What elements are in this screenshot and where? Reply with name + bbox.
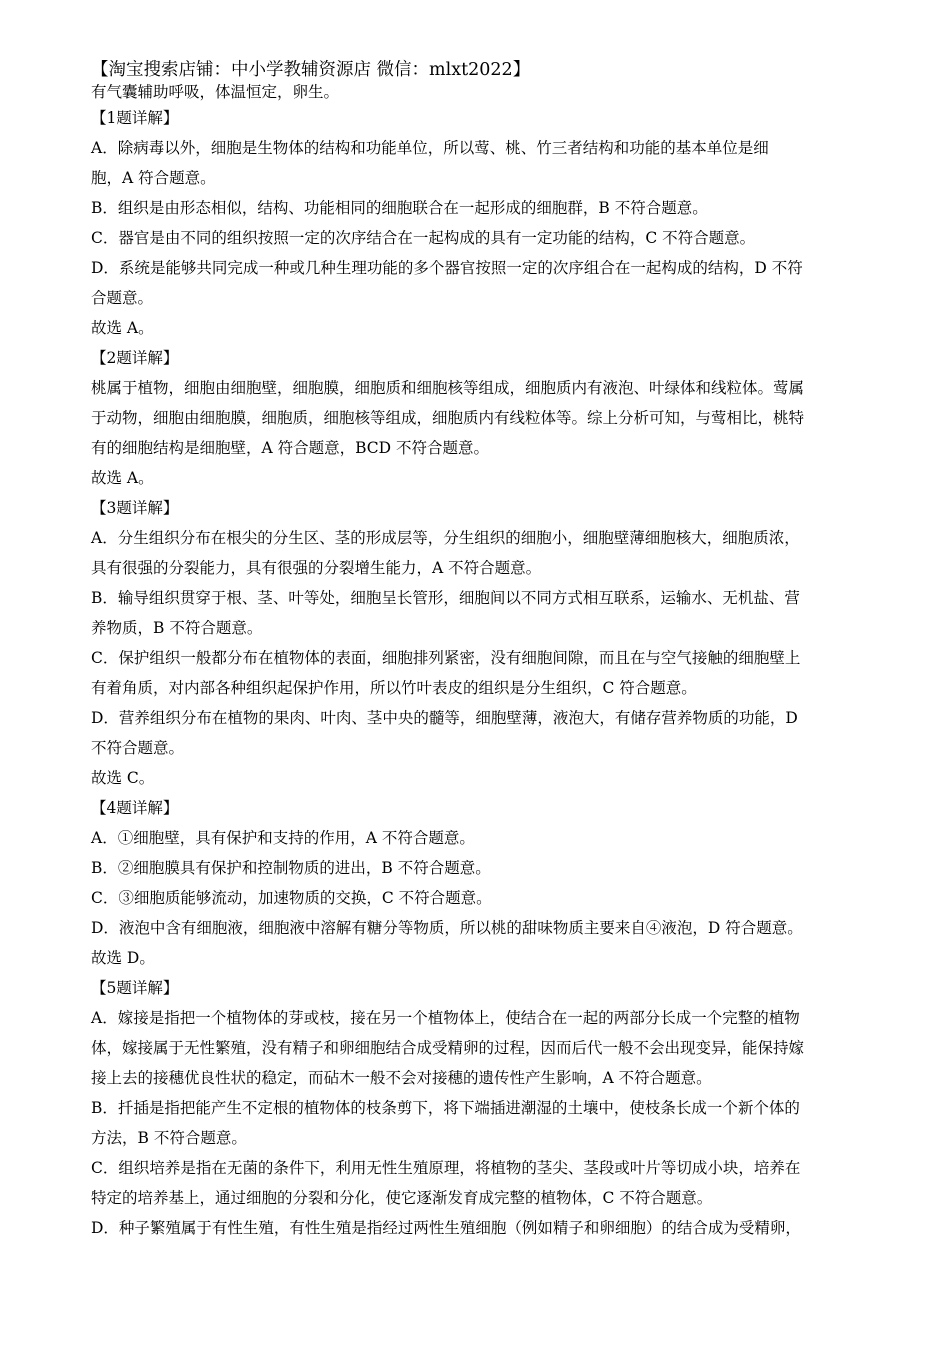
text-line: 故选 A。 <box>91 319 154 337</box>
text-line: 于动物，细胞由细胞膜，细胞质，细胞核等组成，细胞质内有线粒体等。综上分析可知，与莺相比，桃特 <box>91 409 805 427</box>
text-line: D．种子繁殖属于有性生殖，有性生殖是指经过两性生殖细胞（例如精子和卵细胞）的结合成为受精卵， <box>91 1219 801 1237</box>
text-line: C．保护组织一般都分布在植物体的表面，细胞排列紧密，没有细胞间隙，而且在与空气接触的细胞壁上 <box>91 649 801 667</box>
text-line: 故选 D。 <box>91 949 155 967</box>
text-line: 特定的培养基上，通过细胞的分裂和分化，使它逐渐发育成完整的植物体，C 不符合题意。 <box>91 1189 713 1207</box>
text-line: 有气囊辅助呼吸，体温恒定，卵生。 <box>91 83 340 101</box>
text-line: 【5题详解】 <box>91 979 179 997</box>
text-line: B．②细胞膜具有保护和控制物质的进出，B 不符合题意。 <box>91 859 491 877</box>
text-line: 故选 C。 <box>91 769 155 787</box>
text-line: 养物质，B 不符合题意。 <box>91 619 263 637</box>
text-line: 故选 A。 <box>91 469 154 487</box>
text-line: A．嫁接是指把一个植物体的芽或枝，接在另一个植物体上，使结合在一起的两部分长成一个完整的植物 <box>91 1009 800 1027</box>
text-line: 体，嫁接属于无性繁殖，没有精子和卵细胞结合成受精卵的过程，因而后代一般不会出现变异，能保持嫁 <box>91 1039 805 1057</box>
text-line: 有的细胞结构是细胞壁，A 符合题意，BCD 不符合题意。 <box>91 439 490 457</box>
text-line: D．液泡中含有细胞液，细胞液中溶解有糖分等物质，所以桃的甜味物质主要来自④液泡，D 符合题意。 <box>91 919 803 937</box>
text-line: D．系统是能够共同完成一种或几种生理功能的多个器官按照一定的次序组合在一起构成的结构，D 不符 <box>91 259 803 277</box>
text-line: 具有很强的分裂能力，具有很强的分裂增生能力，A 不符合题意。 <box>91 559 542 577</box>
shop-header: 【淘宝搜索店铺：中小学教辅资源店 微信：mlxt2022】 <box>91 60 531 80</box>
text-line: 不符合题意。 <box>91 739 185 757</box>
text-line: 方法，B 不符合题意。 <box>91 1129 247 1147</box>
text-line: C．③细胞质能够流动，加速物质的交换，C 不符合题意。 <box>91 889 492 907</box>
text-line: D．营养组织分布在植物的果肉、叶肉、茎中央的髓等，细胞壁薄，液泡大，有储存营养物质的功能，D <box>91 709 798 727</box>
text-line: 合题意。 <box>91 289 154 307</box>
text-line: 有着角质，对内部各种组织起保护作用，所以竹叶表皮的组织是分生组织，C 符合题意。 <box>91 679 697 697</box>
text-line: 【3题详解】 <box>91 499 179 517</box>
text-line: B．扦插是指把能产生不定根的植物体的枝条剪下，将下端插进潮湿的土壤中，使枝条长成一个新个体的 <box>91 1099 800 1117</box>
document-body <box>91 81 863 1243</box>
text-line: C．器官是由不同的组织按照一定的次序结合在一起构成的具有一定功能的结构，C 不符合题意。 <box>91 229 756 247</box>
text-line: 接上去的接穗优良性状的稳定，而砧木一般不会对接穗的遗传性产生影响，A 不符合题意。 <box>91 1069 712 1087</box>
text-line: 胞，A 符合题意。 <box>91 169 216 187</box>
text-line: C．组织培养是指在无菌的条件下，利用无性生殖原理，将植物的茎尖、茎段或叶片等切成小块，培养在 <box>91 1159 801 1177</box>
text-line: A．①细胞壁，具有保护和支持的作用，A 不符合题意。 <box>91 829 475 847</box>
text-line: 【2题详解】 <box>91 349 179 367</box>
text-line: 桃属于植物，细胞由细胞壁，细胞膜，细胞质和细胞核等组成，细胞质内有液泡、叶绿体和线粒体。莺属 <box>91 379 805 397</box>
text-line: A．除病毒以外，细胞是生物体的结构和功能单位，所以莺、桃、竹三者结构和功能的基本单位是细 <box>91 139 769 157</box>
text-line: 【1题详解】 <box>91 109 179 127</box>
text-line: B．组织是由形态相似，结构、功能相同的细胞联合在一起形成的细胞群，B 不符合题意。 <box>91 199 708 217</box>
text-line: A．分生组织分布在根尖的分生区、茎的形成层等，分生组织的细胞小，细胞壁薄细胞核大，细胞质浓， <box>91 529 800 547</box>
text-line: 【4题详解】 <box>91 799 179 817</box>
text-line: B．输导组织贯穿于根、茎、叶等处，细胞呈长管形，细胞间以不同方式相互联系，运输水、无机盐、营 <box>91 589 800 607</box>
